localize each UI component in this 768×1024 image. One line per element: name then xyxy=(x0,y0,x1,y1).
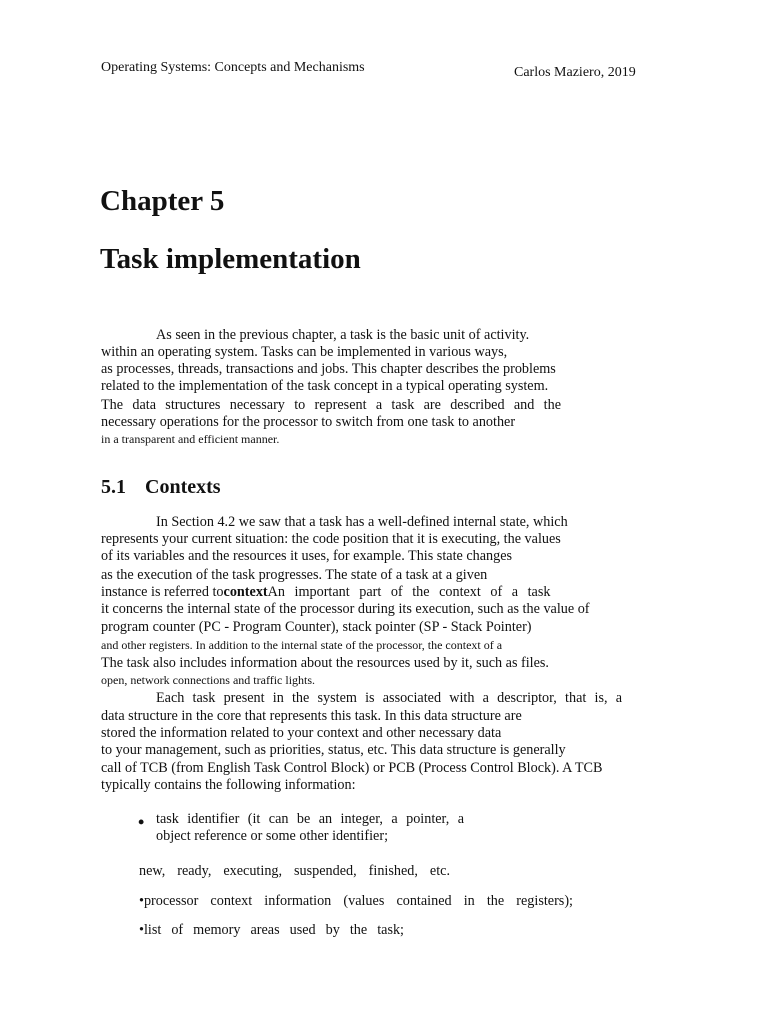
chapter-title: Task implementation xyxy=(100,243,361,275)
list-bullet: • xyxy=(138,812,145,832)
intro-line: within an operating system. Tasks can be implemented in various ways, xyxy=(101,344,508,360)
context-term: context xyxy=(223,584,268,600)
para1-line: open, network connections and traffic lights. xyxy=(101,673,316,687)
list-item-2: new, ready, executing, suspended, finished, etc. xyxy=(139,863,450,879)
para1-line: as the execution of the task progresses. The state of a task at a given xyxy=(101,567,488,583)
intro-line: in a transparent and efficient manner. xyxy=(101,432,280,446)
intro-line: As seen in the previous chapter, a task is the basic unit of activity. xyxy=(156,327,530,343)
intro-line: as processes, threads, transactions and jobs. This chapter describes the problems xyxy=(101,361,556,377)
para1-text: An important part of the context of a task xyxy=(267,584,551,600)
para1-line: In Section 4.2 we saw that a task has a well-defined internal state, which xyxy=(156,514,568,530)
para2-line: Each task present in the system is associated with a descriptor, that is, a xyxy=(156,690,622,706)
para2-line: stored the information related to your context and other necessary data xyxy=(101,725,502,741)
para1-line: of its variables and the resources it uses, for example. This state changes xyxy=(101,548,513,564)
para2-line: call of TCB (from English Task Control Block) or PCB (Process Control Block). A TCB xyxy=(101,760,603,776)
list-item-1-line: object reference or some other identifier; xyxy=(156,828,389,844)
para1-text: instance is referred to xyxy=(101,584,224,600)
section-title: Contexts xyxy=(145,476,221,498)
para1-line-context xyxy=(101,584,550,601)
intro-line: related to the implementation of the task concept in a typical operating system. xyxy=(101,378,549,394)
para1-line: The task also includes information about the resources used by it, such as files. xyxy=(101,655,549,671)
intro-line: necessary operations for the processor to switch from one task to another xyxy=(101,414,516,430)
para1-line: and other registers. In addition to the internal state of the processor, the context of a xyxy=(101,638,503,652)
intro-line: The data structures necessary to represent a task are described and the xyxy=(101,397,561,413)
para1-line: it concerns the internal state of the processor during its execution, such as the value of xyxy=(101,601,590,617)
running-header-author: Carlos Maziero, 2019 xyxy=(514,65,636,80)
para1-line: represents your current situation: the code position that it is executing, the values xyxy=(101,531,561,547)
list-item-4: •list of memory areas used by the task; xyxy=(139,922,404,938)
chapter-number: Chapter 5 xyxy=(100,185,225,217)
para2-line: to your management, such as priorities, status, etc. This data structure is generally xyxy=(101,742,566,758)
section-number: 5.1 xyxy=(101,476,126,498)
para1-line: program counter (PC - Program Counter), stack pointer (SP - Stack Pointer) xyxy=(101,619,532,635)
list-item-1-line: task identifier (it can be an integer, a pointer, a xyxy=(156,811,464,827)
running-header-book-title: Operating Systems: Concepts and Mechanisms xyxy=(101,60,365,75)
para2-line: typically contains the following information: xyxy=(101,777,356,793)
para2-line: data structure in the core that represents this task. In this data structure are xyxy=(101,708,522,724)
list-item-3: •processor context information (values contained in the registers); xyxy=(139,893,573,909)
